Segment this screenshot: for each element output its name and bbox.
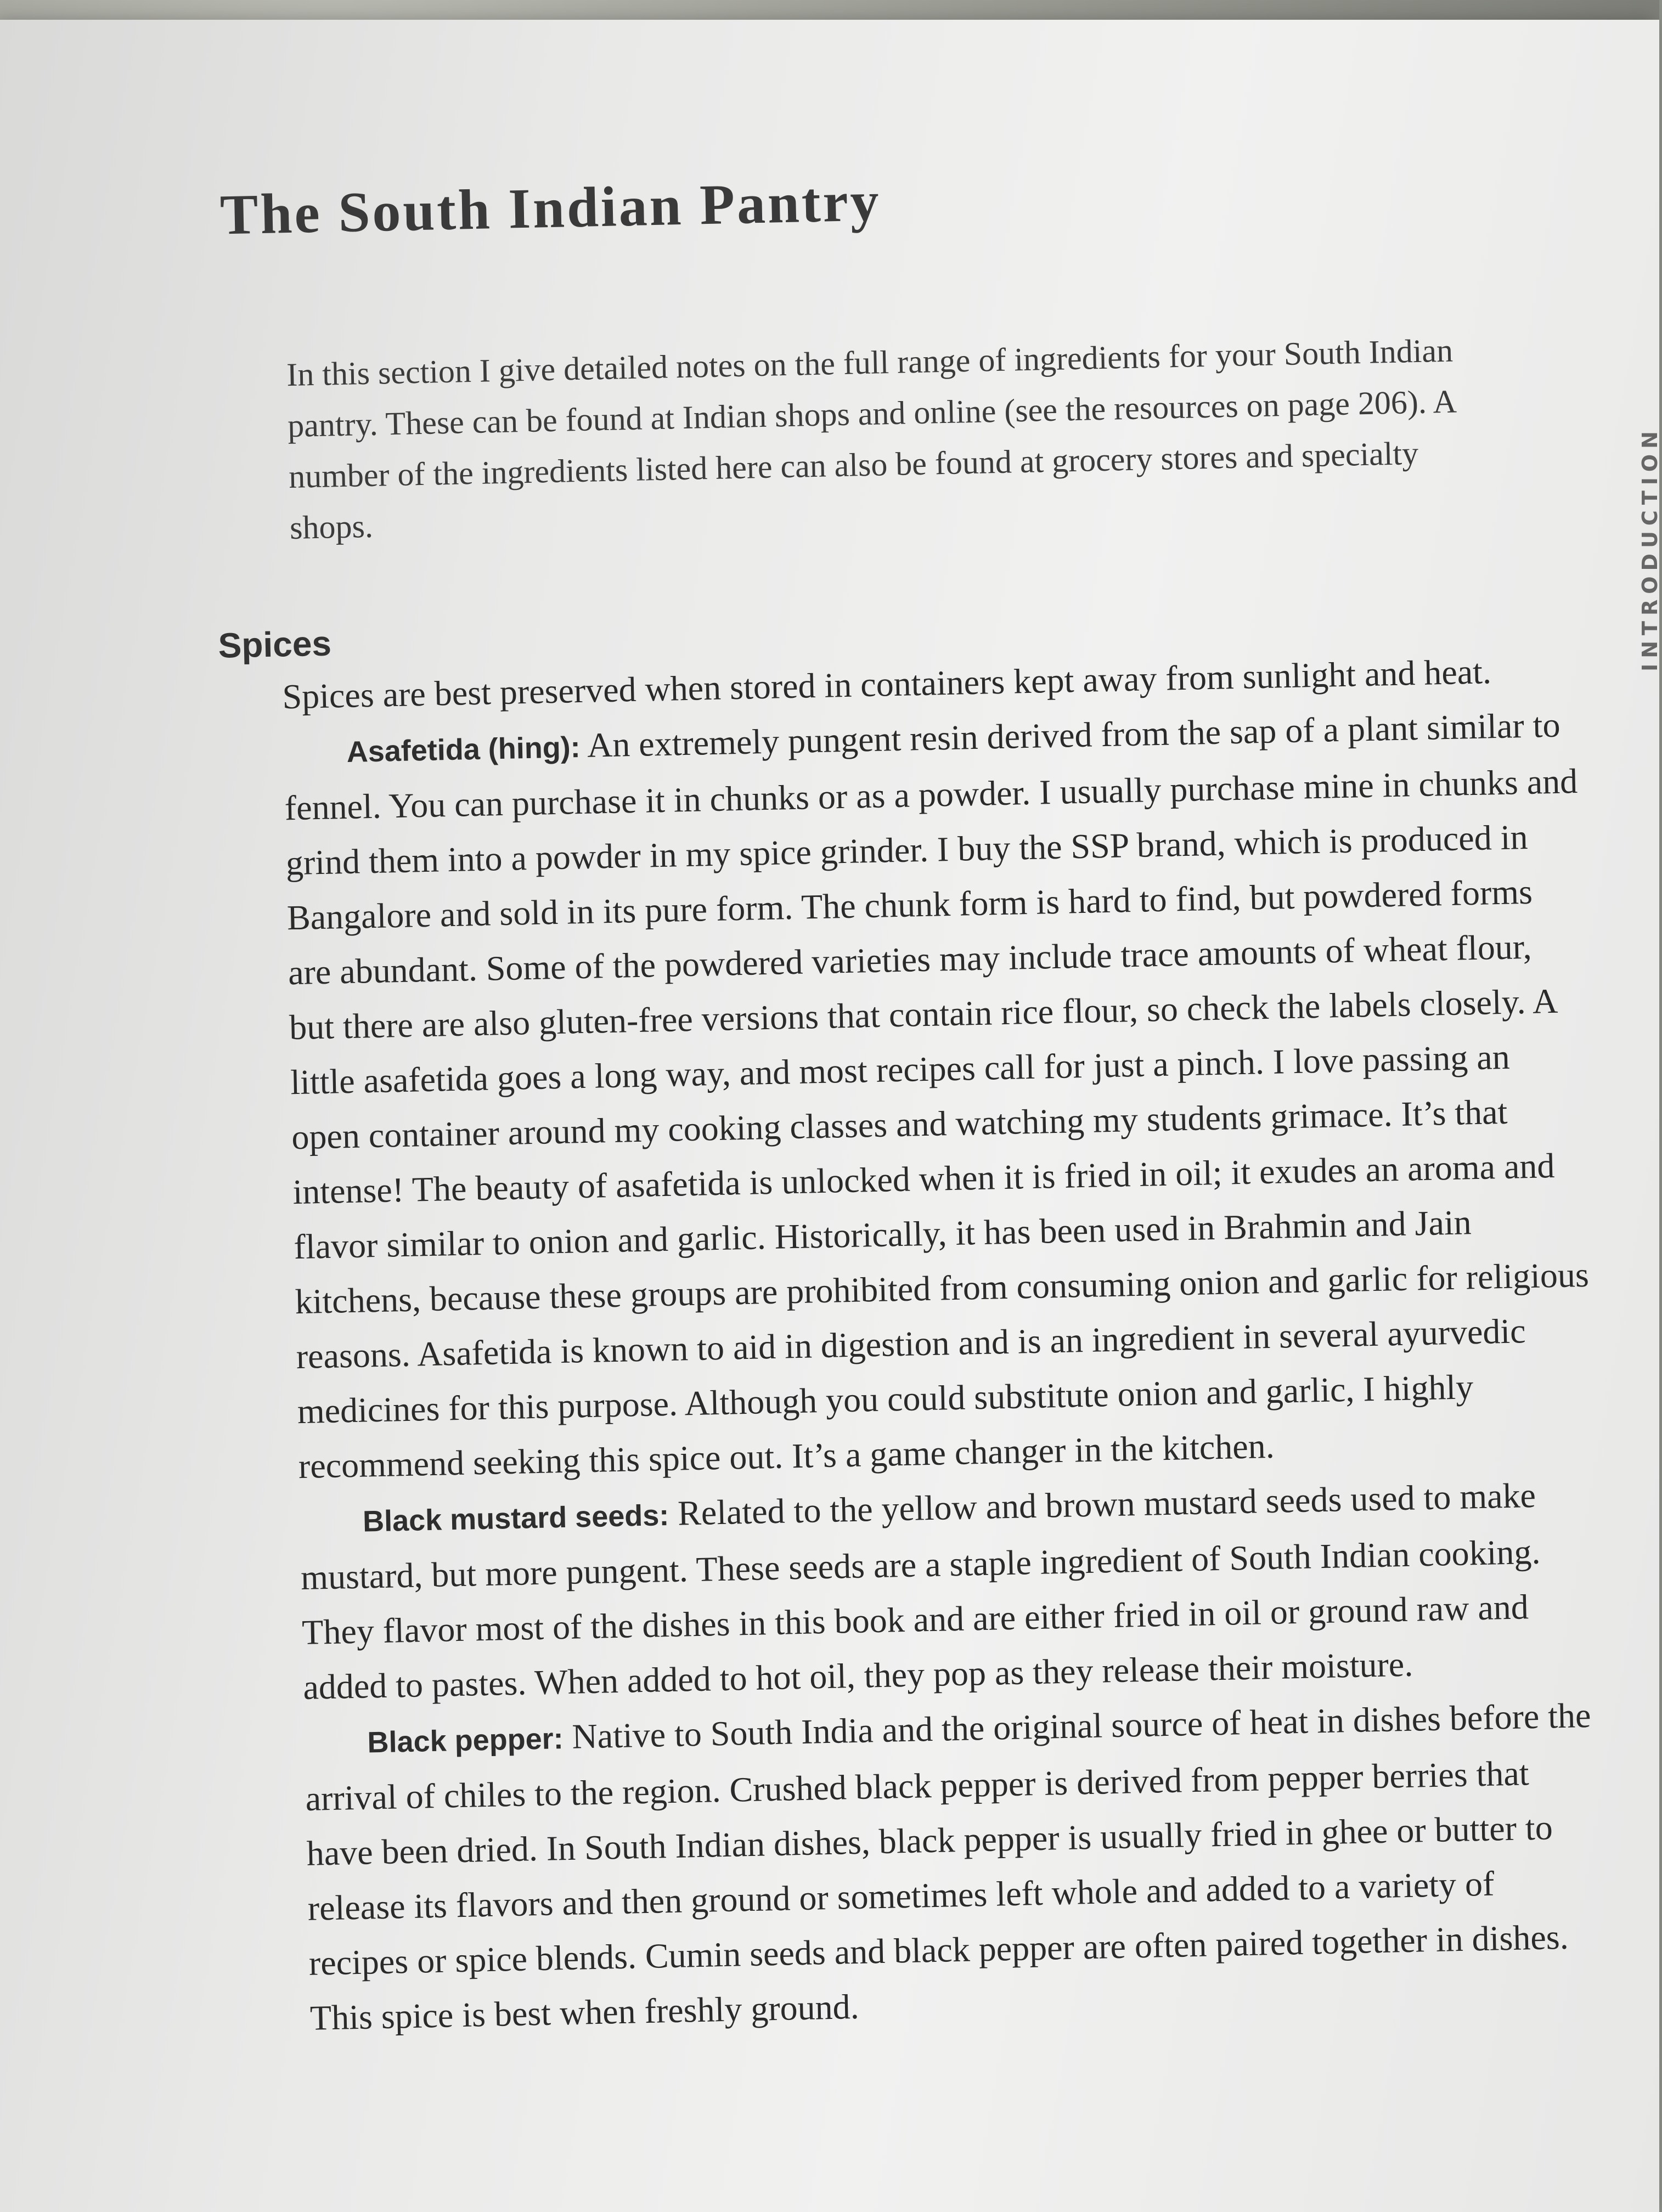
- entry-text: Native to South India and the original source of heat in dishes before the arrival of chiles to the region. Crushed black pepper is derived from pepper berries that have been dried. In South Indian dishes, black pepper is usually fried in ghee or butter to release its flavors and then ground or sometimes left whole and added to a variety of recipes or spice blends. Cumin seeds and black pepper are often paired together in dishes. This spice is best when freshly ground.: [305, 1695, 1592, 2038]
- spices-lead-paragraph: Spices are best preserved when stored in containers kept away from sunlight and heat.: [281, 652, 1492, 716]
- intro-paragraph: In this section I give detailed notes on the full range of ingredients for your South Indian pantry. These can be found at Indian shops and online (see the resources on page 206). A number of the ingredients listed here can also be found at grocery stores and specialty shops.: [286, 332, 1456, 546]
- book-page: [0, 20, 1662, 2212]
- section-heading-spices: Spices: [217, 623, 332, 666]
- chapter-side-tab: INTRODUCTION: [1638, 426, 1662, 672]
- entry-term: Asafetida (hing):: [346, 730, 581, 769]
- page-content: [209, 155, 1652, 2047]
- spices-section-body: [282, 642, 1605, 2046]
- entry-text: Related to the yellow and brown mustard seeds used to make mustard, but more pungent. These seeds are a staple ingredient of South Indian cooking. They flavor most of the dishes in this book and are either fried in oil or ground raw and added to pastes. When added to hot oil, they pop as they release their moisture.: [300, 1475, 1541, 1707]
- entry-black-mustard-seeds: [299, 1466, 1598, 1714]
- entry-asafetida: [283, 697, 1594, 1494]
- entry-term: Black mustard seeds:: [362, 1498, 669, 1538]
- entry-text: An extremely pungent resin derived from the sap of a plant similar to fennel. You can purchase it in chunks or as a powder. I usually purchase mine in chunks and grind them into a powder in my spice grinder. I buy the SSP brand, which is produced in Bangalore and sold in its pure form. The chunk form is hard to find, but powdered forms are abundant. Some of the powdered varieties may include trace amounts of wheat flour, but there are also gluten-free versions that contain rice flour, so check the labels closely. A little asafetida goes a long way, and most recipes call for just a pinch. I love passing an open container around my cooking classes and watching my students grimace. It’s that intense! The beauty of asafetida is unlocked when it is fried in oil; it exudes an aroma and flavor similar to onion and garlic. Historically, it has been used in Brahmin and Jain kitchens, because these groups are prohibited from consuming onion and garlic for religious reasons. Asafetida is known to aid in digestion and is an ingredient in several ayurvedic medicines for this purpose. Although you could substitute onion and garlic, I highly recommend seeking this spice out. It’s a game changer in the kitchen.: [284, 705, 1590, 1486]
- entry-term: Black pepper:: [367, 1722, 564, 1759]
- page-title: The South Indian Pantry: [219, 170, 882, 247]
- entry-black-pepper: [303, 1688, 1605, 2045]
